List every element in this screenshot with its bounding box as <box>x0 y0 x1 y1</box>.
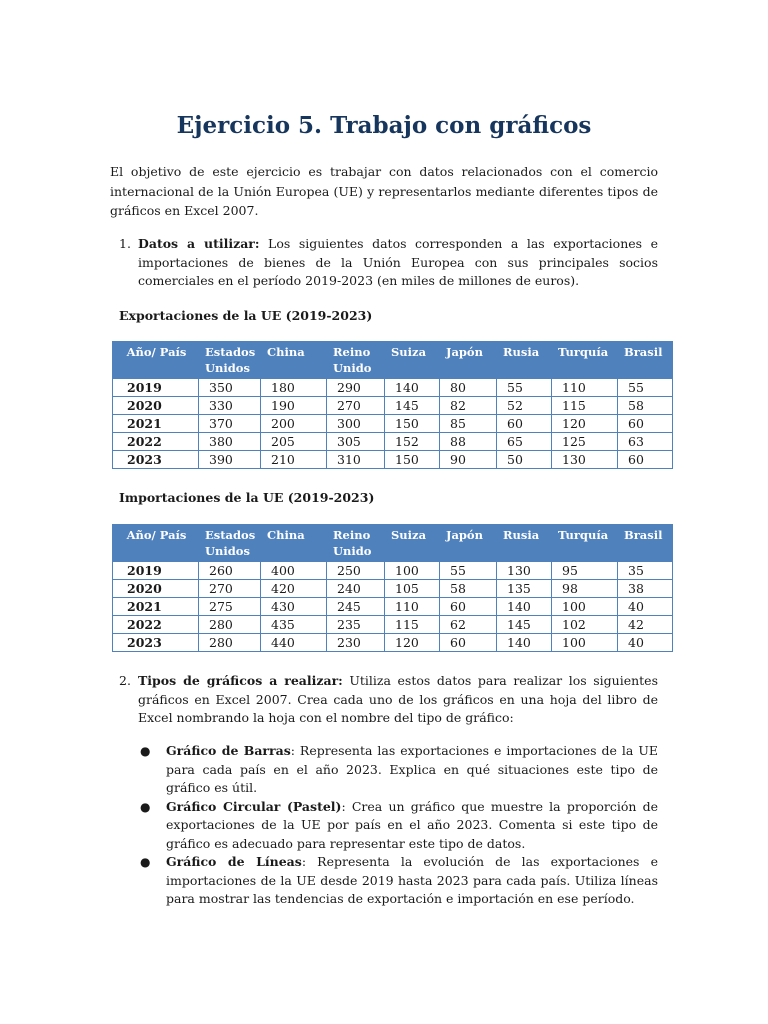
value-cell: 150 <box>385 415 440 433</box>
value-cell: 100 <box>552 634 618 652</box>
bullet-text: : Representa las exportaciones e importaciones de la UE para cada país en el año 2023. Explica en qué situaciones este tipo de gráfico es útil. <box>166 743 658 795</box>
value-cell: 130 <box>552 451 618 469</box>
value-cell: 60 <box>618 415 673 433</box>
value-cell: 38 <box>618 580 673 598</box>
value-cell: 60 <box>618 451 673 469</box>
value-cell: 58 <box>618 397 673 415</box>
value-cell: 55 <box>440 562 497 580</box>
bullet-item-line-chart <box>140 853 658 909</box>
value-cell: 145 <box>385 397 440 415</box>
value-cell: 82 <box>440 397 497 415</box>
value-cell: 190 <box>261 397 327 415</box>
item-text: Los siguientes datos corresponden a las exportaciones e importaciones de bienes de la Unión Europea con sus principales socios comerciales en el período 2019-2023 (en miles de millones de euros). <box>138 236 658 288</box>
value-cell: 235 <box>327 616 385 634</box>
value-cell: 60 <box>440 634 497 652</box>
bullet-heading: Gráfico de Líneas <box>166 854 302 869</box>
value-cell: 50 <box>497 451 552 469</box>
list-item-chart-types <box>110 672 658 728</box>
bullet-item-bar-chart <box>140 742 658 798</box>
column-header: Turquía <box>552 342 618 379</box>
page-title: Ejercicio 5. Trabajo con gráficos <box>176 112 592 139</box>
value-cell: 115 <box>552 397 618 415</box>
value-cell: 210 <box>261 451 327 469</box>
value-cell: 145 <box>497 616 552 634</box>
bullet-heading: Gráfico Circular (Pastel) <box>166 798 342 814</box>
list-number: 1. <box>119 236 131 251</box>
value-cell: 300 <box>327 415 385 433</box>
year-cell: 2022 <box>113 616 199 634</box>
value-cell: 130 <box>497 562 552 580</box>
year-cell: 2021 <box>113 415 199 433</box>
year-cell: 2021 <box>113 598 199 616</box>
value-cell: 52 <box>497 397 552 415</box>
value-cell: 100 <box>552 598 618 616</box>
table-header-row <box>113 525 673 562</box>
intro-paragraph: El objetivo de este ejercicio es trabajar con datos relacionados con el comercio internacional de la Unión Europea (UE) y representarlos mediante diferentes tipos de gráficos en Excel 2007. <box>110 164 658 218</box>
table-row <box>113 580 673 598</box>
table-row <box>113 634 673 652</box>
value-cell: 140 <box>385 379 440 397</box>
value-cell: 80 <box>440 379 497 397</box>
value-cell: 95 <box>552 562 618 580</box>
column-header: Rusia <box>497 525 552 562</box>
column-header: Suiza <box>385 342 440 379</box>
year-cell: 2019 <box>113 379 199 397</box>
year-cell: 2022 <box>113 433 199 451</box>
value-cell: 305 <box>327 433 385 451</box>
value-cell: 102 <box>552 616 618 634</box>
column-header: China <box>261 525 327 562</box>
value-cell: 105 <box>385 580 440 598</box>
value-cell: 230 <box>327 634 385 652</box>
value-cell: 275 <box>199 598 261 616</box>
value-cell: 180 <box>261 379 327 397</box>
bullet-icon: ● <box>140 799 151 814</box>
value-cell: 400 <box>261 562 327 580</box>
value-cell: 290 <box>327 379 385 397</box>
value-cell: 430 <box>261 598 327 616</box>
year-cell: 2020 <box>113 580 199 598</box>
table-row <box>113 616 673 634</box>
column-header: Reino Unido <box>327 342 385 379</box>
value-cell: 245 <box>327 598 385 616</box>
value-cell: 310 <box>327 451 385 469</box>
bullet-icon: ● <box>140 744 151 758</box>
exports-table <box>112 341 673 469</box>
value-cell: 330 <box>199 397 261 415</box>
value-cell: 250 <box>327 562 385 580</box>
table-row <box>113 598 673 616</box>
item-heading: Datos a utilizar: <box>138 236 260 251</box>
value-cell: 60 <box>497 415 552 433</box>
chart-type-list <box>140 742 658 909</box>
value-cell: 100 <box>385 562 440 580</box>
year-cell: 2019 <box>113 562 199 580</box>
bullet-text: : Crea un gráfico que muestre la proporción de exportaciones de la UE por país en el año 2023. Comenta si este tipo de gráfico es adecuado para representar este tipo de datos. <box>166 798 658 851</box>
value-cell: 63 <box>618 433 673 451</box>
value-cell: 88 <box>440 433 497 451</box>
value-cell: 260 <box>199 562 261 580</box>
table-row <box>113 562 673 580</box>
year-cell: 2023 <box>113 634 199 652</box>
value-cell: 440 <box>261 634 327 652</box>
value-cell: 120 <box>385 634 440 652</box>
value-cell: 270 <box>327 397 385 415</box>
value-cell: 42 <box>618 616 673 634</box>
value-cell: 135 <box>497 580 552 598</box>
value-cell: 35 <box>618 562 673 580</box>
bullet-text: : Representa la evolución de las exportaciones e importaciones de la UE desde 2019 hasta 2023 para cada país. Utiliza líneas para mostrar las tendencias de exportación e importación en ese período. <box>166 854 658 906</box>
value-cell: 125 <box>552 433 618 451</box>
value-cell: 370 <box>199 415 261 433</box>
value-cell: 435 <box>261 616 327 634</box>
value-cell: 120 <box>552 415 618 433</box>
bullet-icon: ● <box>140 855 151 869</box>
value-cell: 150 <box>385 451 440 469</box>
value-cell: 280 <box>199 634 261 652</box>
imports-caption: Importaciones de la UE (2019-2023) <box>119 490 375 505</box>
column-header: Turquía <box>552 525 618 562</box>
value-cell: 380 <box>199 433 261 451</box>
table-row <box>113 451 673 469</box>
value-cell: 40 <box>618 598 673 616</box>
year-cell: 2020 <box>113 397 199 415</box>
exports-caption: Exportaciones de la UE (2019-2023) <box>119 308 373 323</box>
value-cell: 350 <box>199 379 261 397</box>
value-cell: 90 <box>440 451 497 469</box>
table-row <box>113 433 673 451</box>
table-row <box>113 397 673 415</box>
column-header: Brasil <box>618 342 673 379</box>
value-cell: 110 <box>552 379 618 397</box>
column-header: China <box>261 342 327 379</box>
column-header: Japón <box>440 525 497 562</box>
column-header: Suiza <box>385 525 440 562</box>
bullet-heading: Gráfico de Barras <box>166 743 291 758</box>
column-header: Año/ País <box>113 342 199 379</box>
column-header: Brasil <box>618 525 673 562</box>
value-cell: 240 <box>327 580 385 598</box>
table-row <box>113 379 673 397</box>
value-cell: 205 <box>261 433 327 451</box>
value-cell: 420 <box>261 580 327 598</box>
value-cell: 280 <box>199 616 261 634</box>
item-heading: Tipos de gráficos a realizar: <box>138 673 343 688</box>
value-cell: 85 <box>440 415 497 433</box>
value-cell: 140 <box>497 598 552 616</box>
value-cell: 40 <box>618 634 673 652</box>
bullet-item-pie-chart <box>140 798 658 854</box>
value-cell: 58 <box>440 580 497 598</box>
imports-table <box>112 524 673 652</box>
value-cell: 140 <box>497 634 552 652</box>
column-header: Reino Unido <box>327 525 385 562</box>
item-text: Utiliza estos datos para realizar los siguientes gráficos en Excel 2007. Crea cada uno de los gráficos en una hoja del libro de Excel nombrando la hoja con el nombre del tipo de gráfico: <box>138 673 658 725</box>
value-cell: 55 <box>618 379 673 397</box>
value-cell: 62 <box>440 616 497 634</box>
list-number: 2. <box>119 673 131 688</box>
value-cell: 152 <box>385 433 440 451</box>
value-cell: 270 <box>199 580 261 598</box>
value-cell: 60 <box>440 598 497 616</box>
value-cell: 55 <box>497 379 552 397</box>
column-header: Estados Unidos <box>199 525 261 562</box>
column-header: Rusia <box>497 342 552 379</box>
year-cell: 2023 <box>113 451 199 469</box>
column-header: Año/ País <box>113 525 199 562</box>
value-cell: 200 <box>261 415 327 433</box>
value-cell: 115 <box>385 616 440 634</box>
value-cell: 98 <box>552 580 618 598</box>
column-header: Japón <box>440 342 497 379</box>
table-row <box>113 415 673 433</box>
column-header: Estados Unidos <box>199 342 261 379</box>
value-cell: 65 <box>497 433 552 451</box>
value-cell: 110 <box>385 598 440 616</box>
table-header-row <box>113 342 673 379</box>
value-cell: 390 <box>199 451 261 469</box>
list-item-data <box>110 235 658 291</box>
